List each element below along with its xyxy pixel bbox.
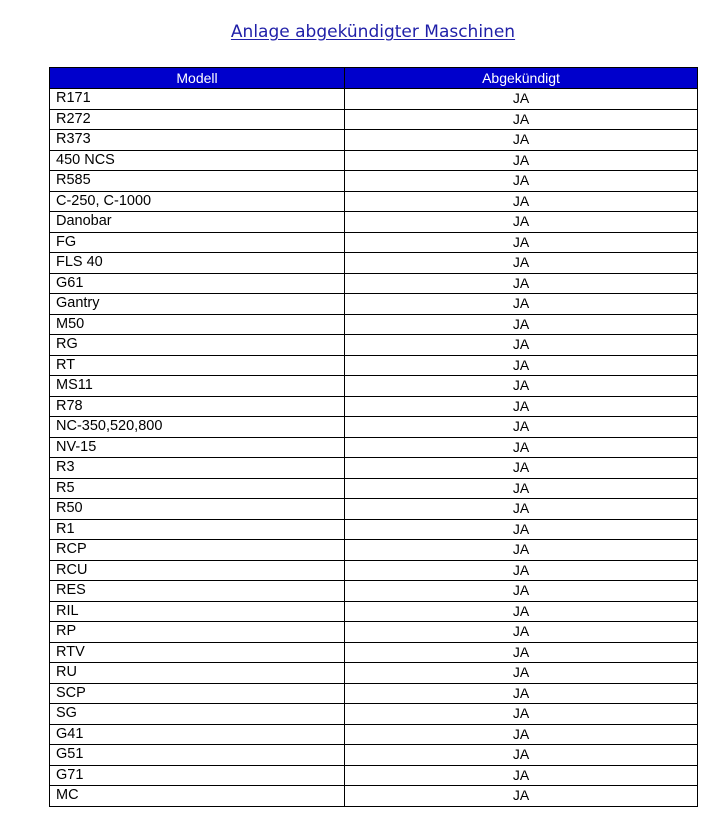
table-row — [50, 683, 698, 704]
table-row — [50, 232, 698, 253]
table-row — [50, 396, 698, 417]
document-title: Anlage abgekündigter Maschinen — [230, 22, 516, 42]
cell-modell: RP — [50, 622, 345, 643]
cell-abgekuendigt: JA — [345, 437, 698, 458]
table-row — [50, 642, 698, 663]
table-row — [50, 273, 698, 294]
cell-abgekuendigt: JA — [345, 273, 698, 294]
cell-modell: R272 — [50, 109, 345, 130]
cell-modell: 450 NCS — [50, 150, 345, 171]
table-row — [50, 560, 698, 581]
table-row — [50, 663, 698, 684]
table-body — [50, 89, 698, 807]
cell-modell: RCU — [50, 560, 345, 581]
cell-abgekuendigt: JA — [345, 499, 698, 520]
table-row — [50, 519, 698, 540]
cell-abgekuendigt: JA — [345, 601, 698, 622]
table-row — [50, 622, 698, 643]
cell-abgekuendigt: JA — [345, 396, 698, 417]
cell-abgekuendigt: JA — [345, 89, 698, 110]
machines-table — [49, 67, 698, 807]
cell-modell: R3 — [50, 458, 345, 479]
table-row — [50, 499, 698, 520]
table-row — [50, 253, 698, 274]
cell-abgekuendigt: JA — [345, 622, 698, 643]
table-row — [50, 191, 698, 212]
cell-modell: SG — [50, 704, 345, 725]
cell-modell: MS11 — [50, 376, 345, 397]
cell-modell: G51 — [50, 745, 345, 766]
cell-modell: C-250, C-1000 — [50, 191, 345, 212]
cell-abgekuendigt: JA — [345, 335, 698, 356]
cell-abgekuendigt: JA — [345, 150, 698, 171]
cell-modell: SCP — [50, 683, 345, 704]
table-row — [50, 130, 698, 151]
table-row — [50, 335, 698, 356]
cell-modell: RIL — [50, 601, 345, 622]
table-row — [50, 437, 698, 458]
cell-abgekuendigt: JA — [345, 786, 698, 807]
cell-modell: R373 — [50, 130, 345, 151]
table-row — [50, 417, 698, 438]
cell-modell: RCP — [50, 540, 345, 561]
cell-modell: RTV — [50, 642, 345, 663]
cell-abgekuendigt: JA — [345, 581, 698, 602]
cell-modell: G71 — [50, 765, 345, 786]
table-row — [50, 89, 698, 110]
cell-abgekuendigt: JA — [345, 191, 698, 212]
cell-abgekuendigt: JA — [345, 765, 698, 786]
cell-abgekuendigt: JA — [345, 663, 698, 684]
cell-abgekuendigt: JA — [345, 212, 698, 233]
cell-modell: G61 — [50, 273, 345, 294]
table-row — [50, 458, 698, 479]
table-row — [50, 376, 698, 397]
cell-abgekuendigt: JA — [345, 560, 698, 581]
table-row — [50, 478, 698, 499]
cell-modell: R78 — [50, 396, 345, 417]
cell-abgekuendigt: JA — [345, 642, 698, 663]
cell-abgekuendigt: JA — [345, 355, 698, 376]
table-row — [50, 294, 698, 315]
table-row — [50, 601, 698, 622]
cell-modell: RT — [50, 355, 345, 376]
table-row — [50, 581, 698, 602]
cell-abgekuendigt: JA — [345, 724, 698, 745]
table-row — [50, 765, 698, 786]
table-row — [50, 724, 698, 745]
cell-modell: R50 — [50, 499, 345, 520]
cell-abgekuendigt: JA — [345, 109, 698, 130]
cell-modell: R171 — [50, 89, 345, 110]
table-row — [50, 786, 698, 807]
table-header-row — [50, 68, 698, 89]
cell-abgekuendigt: JA — [345, 314, 698, 335]
cell-modell: R1 — [50, 519, 345, 540]
cell-modell: RES — [50, 581, 345, 602]
cell-abgekuendigt: JA — [345, 130, 698, 151]
cell-modell: NV-15 — [50, 437, 345, 458]
table-row — [50, 745, 698, 766]
cell-modell: M50 — [50, 314, 345, 335]
cell-abgekuendigt: JA — [345, 171, 698, 192]
cell-modell: FLS 40 — [50, 253, 345, 274]
table-row — [50, 355, 698, 376]
cell-modell: R585 — [50, 171, 345, 192]
cell-modell: NC-350,520,800 — [50, 417, 345, 438]
cell-abgekuendigt: JA — [345, 745, 698, 766]
cell-modell: R5 — [50, 478, 345, 499]
cell-modell: RG — [50, 335, 345, 356]
cell-modell: G41 — [50, 724, 345, 745]
table-row — [50, 704, 698, 725]
cell-modell: Danobar — [50, 212, 345, 233]
table-row — [50, 540, 698, 561]
cell-modell: Gantry — [50, 294, 345, 315]
table-row — [50, 171, 698, 192]
cell-abgekuendigt: JA — [345, 376, 698, 397]
cell-modell: RU — [50, 663, 345, 684]
cell-abgekuendigt: JA — [345, 540, 698, 561]
cell-abgekuendigt: JA — [345, 294, 698, 315]
cell-abgekuendigt: JA — [345, 519, 698, 540]
cell-abgekuendigt: JA — [345, 704, 698, 725]
cell-modell: FG — [50, 232, 345, 253]
header-modell: Modell — [50, 68, 345, 89]
cell-abgekuendigt: JA — [345, 478, 698, 499]
table-row — [50, 109, 698, 130]
table-row — [50, 212, 698, 233]
table-row — [50, 150, 698, 171]
cell-abgekuendigt: JA — [345, 253, 698, 274]
header-abgekuendigt: Abgekündigt — [345, 68, 698, 89]
cell-abgekuendigt: JA — [345, 458, 698, 479]
cell-abgekuendigt: JA — [345, 683, 698, 704]
table-row — [50, 314, 698, 335]
cell-abgekuendigt: JA — [345, 232, 698, 253]
cell-abgekuendigt: JA — [345, 417, 698, 438]
cell-modell: MC — [50, 786, 345, 807]
